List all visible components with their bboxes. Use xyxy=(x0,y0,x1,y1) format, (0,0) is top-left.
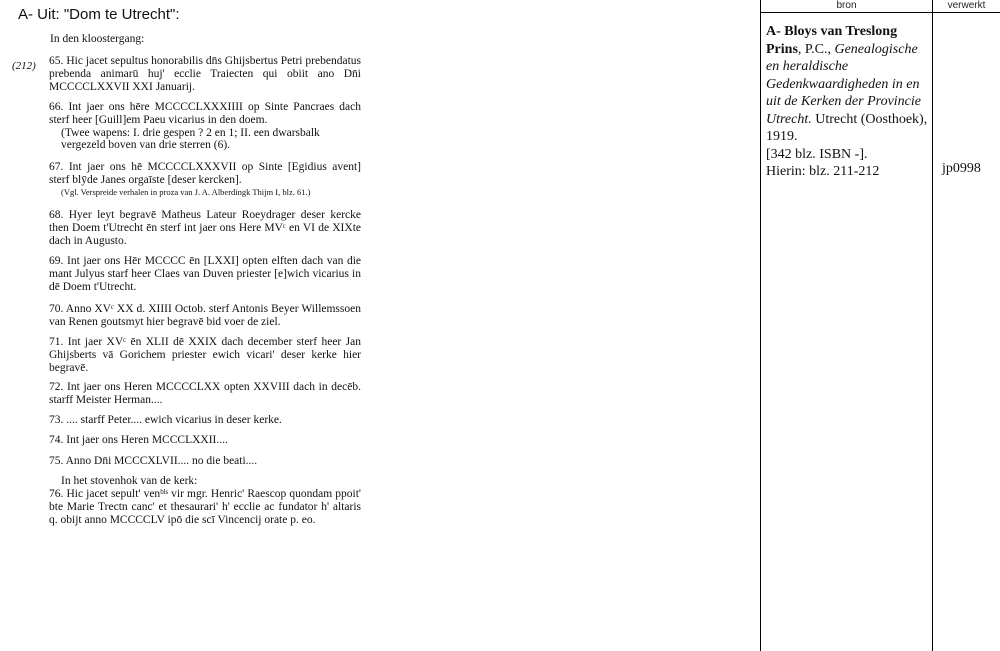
entry-text: In het stovenhok van de kerk: xyxy=(61,475,198,487)
entry-68 xyxy=(49,209,361,247)
entry-73 xyxy=(49,414,361,427)
citation-publisher: Utrecht (Oosthoek), 1919. xyxy=(766,111,928,144)
entry-69 xyxy=(49,255,361,293)
entry-70 xyxy=(49,303,361,329)
column-header-verwerkt: verwerkt xyxy=(947,0,986,11)
entry-text: 75. Anno Dn̄i MCCCXLVII.... no die beati.... xyxy=(49,455,258,467)
stovenhok-heading xyxy=(49,475,361,488)
entry-65 xyxy=(49,55,361,93)
entry-67 xyxy=(49,161,361,198)
entry-text: 73. .... starff Peter.... ewich vicarius in deser kerke. xyxy=(49,414,282,426)
page-margin-note: (212) xyxy=(12,60,36,72)
entry-71 xyxy=(49,336,361,374)
table-header-rule xyxy=(760,12,1000,13)
entry-note: (Vgl. Verspreide verhalen in proza van J. A. Alberdingk Thijm I, blz. 61.) xyxy=(61,186,311,197)
verwerkt-code: jp0998 xyxy=(942,161,981,176)
entry-75 xyxy=(49,455,361,468)
entry-72 xyxy=(49,381,361,407)
entry-text: 67. Int jaer ons hē MCCCCLXXXVII op Sinte [Egidius avent] sterf blȳde Janes orgaīste [deser kercken]. xyxy=(49,161,361,186)
citation-prefix: A- xyxy=(766,24,781,39)
entry-74 xyxy=(49,434,361,447)
entry-text: 68. Hyer leyt begravē Matheus Lateur Roeydrager deser kercke then Doem t'Utrecht ēn sterf int jaer ons Here MVᶜ en VI de XIXte dach in Augusto. xyxy=(49,209,361,247)
citation-title: Genealogische en heraldische Gedenkwaardigheden in en uit de Kerken der Provincie Utrecht. xyxy=(766,41,921,127)
entry-note: (Twee wapens: I. drie gespen ? 2 en 1; II. een dwarsbalk vergezeld boven van drie sterren (6). xyxy=(61,126,320,152)
entry-text: 66. Int jaer ons hēre MCCCCLXXXIIII op Sinte Pancraes dach sterf heer [Guill]em Paeu vicarius in den doem. xyxy=(49,101,361,126)
citation-hierin: Hierin: blz. 211-212 xyxy=(766,164,880,179)
entry-text: 74. Int jaer ons Heren MCCCLXXII.... xyxy=(49,434,228,446)
citation-author: Bloys van Treslong Prins xyxy=(766,24,898,57)
entry-66 xyxy=(49,101,361,152)
table-divider-left xyxy=(760,0,761,651)
entry-76 xyxy=(49,488,361,526)
citation-pages: [342 blz. ISBN -]. xyxy=(766,146,868,162)
section-subheading: In den kloostergang: xyxy=(50,33,145,45)
column-header-bron: bron xyxy=(836,0,857,11)
entry-text: 76. Hic jacet sepult' venᵇˡˢ vir mgr. Henric' Raescop quondam ppoit' bte Marie Trectn canc' et thesaurari' h' ecclie ac fundator h' altaris q. obijt anno MCCCCLV ipō die scī Vincencij orate p. eo. xyxy=(49,488,361,526)
document-heading: A- Uit: "Dom te Utrecht": xyxy=(18,6,180,23)
entry-text: 65. Hic jacet sepultus honorabilis dn̄s Ghijsbertus Petri prebendatus prebenda animarū huj' ecclie Traiecten qui obiit ano Dn̄i MCCCCLXXVII XXI Januarij. xyxy=(49,55,361,93)
bron-citation xyxy=(766,23,934,181)
entry-text: 72. Int jaer ons Heren MCCCCLXX opten XXVIII dach in decēb. starff Meister Herman.... xyxy=(49,381,361,406)
entry-text: 70. Anno XVᶜ XX d. XIIII Octob. sterf Antonis Beyer Willemssoen van Renen goutsmyt hier begravē bid voer de ziel. xyxy=(49,303,361,328)
entry-text: 69. Int jaer ons Hēr MCCCC ēn [LXXI] opten elften dach van die mant Julyus starf heer Claes van Duven priester [e]wich vicarius in dē Doem t'Utrecht. xyxy=(49,255,361,293)
entry-text: 71. Int jaer XVᶜ ēn XLII dē XXIX dach december sterf heer Jan Ghijsberts vā Gorichem priester ewich vicari' deser kerke hier begravē. xyxy=(49,336,361,374)
citation-initials: , P.C., xyxy=(797,41,831,57)
